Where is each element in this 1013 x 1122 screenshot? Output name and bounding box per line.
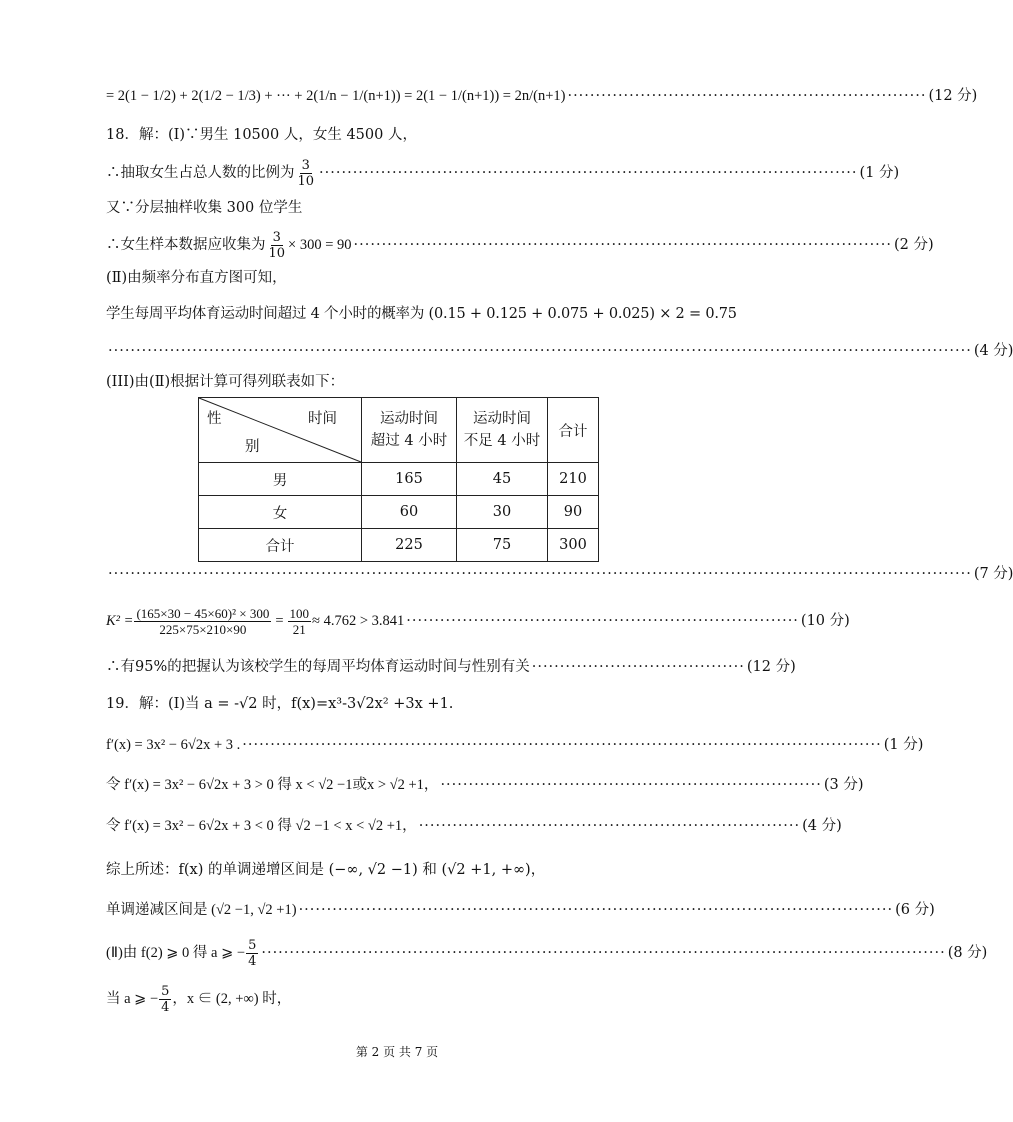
q18-part3-line: (III)由(Ⅱ)根据计算可得列联表如下：	[106, 374, 345, 390]
score-mark: (12 分)	[928, 88, 978, 104]
fraction-denominator: 10	[268, 245, 286, 261]
sum-formula-line	[106, 86, 978, 106]
table-row	[199, 463, 599, 496]
score-mark: (12 分)	[746, 659, 796, 675]
conclusion-text: ∴有95%的把握认为该校学生的每周平均体育运动时间与性别有关	[106, 659, 530, 675]
diag-sex-label: 性	[207, 411, 222, 427]
fraction-denominator: 4	[248, 953, 257, 969]
ratio-fraction	[296, 158, 317, 189]
table-row	[199, 496, 599, 529]
equals-sign: =	[275, 613, 284, 629]
header-line: 超过 4 小时	[370, 433, 448, 449]
leader-dots: ··················································································································	[242, 737, 882, 753]
k2-lhs: K² =	[106, 613, 134, 629]
last-line	[106, 983, 700, 1015]
cell-value: 30	[457, 496, 548, 529]
last-text: 当 a ⩾ −	[106, 991, 159, 1007]
score-mark: (2 分)	[894, 237, 934, 253]
header-total: 合计	[548, 398, 599, 463]
header-line: 不足 4 小时	[463, 433, 541, 449]
leader-dots: ································································································	[353, 237, 893, 253]
leader-dots: ······································	[531, 659, 745, 675]
fraction-numerator: 5	[161, 983, 170, 999]
score-mark: (4 分)	[802, 818, 842, 834]
q18-female-line	[106, 229, 934, 261]
part2-line	[106, 937, 988, 969]
last-tail: ，x ∈ (2, +∞) 时，	[172, 991, 292, 1007]
summary-line: 综上所述：f(x) 的单调递增区间是 (−∞, √2 −1) 和 (√2 +1, +∞)，	[106, 862, 546, 878]
fraction-denominator: 4	[161, 999, 170, 1015]
row-label: 女	[199, 496, 362, 529]
leader-dots: ····································································	[418, 818, 801, 834]
table-score-line	[106, 564, 1013, 584]
score-mark: (8 分)	[947, 945, 988, 961]
cell-value: 225	[362, 529, 457, 562]
leader-dots: ··························································································································	[261, 945, 946, 961]
decreasing-line	[106, 816, 842, 836]
q18-ratio-text: ∴抽取女生占总人数的比例为	[106, 165, 295, 181]
diagonal-header-cell	[199, 398, 362, 463]
fraction-numerator: 3	[301, 157, 310, 173]
cell-value: 75	[457, 529, 548, 562]
leader-dots: ··························································································································································	[108, 566, 972, 582]
increasing-condition: 令 f′(x) = 3x² − 6√2x + 3 > 0 得 x < √2 −1或x > √2 +1，	[106, 777, 439, 793]
k2-fraction	[134, 606, 271, 637]
score-mark: (1 分)	[883, 737, 924, 753]
q19-heading: 19．解：(Ⅰ)当 a = -√2 时，f(x)=x³-3√2x² +3x +1.	[106, 696, 454, 712]
fraction-denominator: 21	[292, 621, 306, 637]
cell-value: 300	[548, 529, 599, 562]
q18-female-text: ∴女生样本数据应收集为	[106, 237, 266, 253]
cell-value: 165	[362, 463, 457, 496]
fraction-numerator: 3	[272, 229, 281, 245]
header-under4	[457, 398, 548, 463]
female-fraction	[267, 230, 288, 261]
header-line: 运动时间	[380, 411, 438, 427]
fraction-numerator: 5	[248, 937, 257, 953]
q18-prob-line: 学生每周平均体育运动时间超过 4 个小时的概率为 (0.15 + 0.125 + 0.075 + 0.025) × 2 = 0.75	[106, 306, 737, 322]
leader-dots: ··········································································································	[298, 902, 894, 918]
leader-dots: ································································	[567, 88, 927, 104]
cell-value: 60	[362, 496, 457, 529]
diag-bie-label: 别	[245, 439, 260, 455]
k2-line	[106, 604, 850, 638]
diag-time-label: 时间	[308, 411, 337, 427]
conclusion-line	[106, 657, 796, 677]
row-label: 合计	[199, 529, 362, 562]
female-result: × 300 = 90	[288, 237, 352, 253]
q18-ratio-line	[106, 157, 900, 189]
k2-result: ≈ 4.762 > 3.841	[312, 613, 405, 629]
score-mark: (6 分)	[895, 902, 935, 918]
page-footer: 第 2 页 共 7 页	[355, 1045, 439, 1059]
deriv-line	[106, 735, 924, 755]
score-mark: (10 分)	[800, 613, 850, 629]
header-line: 运动时间	[473, 411, 531, 427]
deriv-formula: f′(x) = 3x² − 6√2x + 3 .	[106, 737, 241, 753]
table-row	[199, 529, 599, 562]
score-mark: (4 分)	[973, 343, 1013, 359]
dec-interval-line	[106, 900, 935, 920]
fraction-denominator: 10	[297, 173, 315, 189]
cell-value: 210	[548, 463, 599, 496]
score-mark: (7 分)	[973, 566, 1013, 582]
fraction-numerator: (165×30 − 45×60)² × 300	[136, 605, 270, 621]
contingency-table	[198, 397, 599, 562]
leader-dots: ··························································································································································	[108, 343, 972, 359]
fraction-numerator: 100	[289, 605, 310, 621]
leader-dots: ······································································	[406, 613, 799, 629]
increasing-line	[106, 775, 864, 795]
fraction-denominator: 225×75×210×90	[159, 621, 247, 637]
q18-prob-score-line	[106, 341, 1013, 361]
q18-part2-line: (Ⅱ)由频率分布直方图可知，	[106, 270, 287, 286]
leader-dots: ································································································	[319, 165, 858, 181]
part2-fraction	[246, 938, 258, 969]
cell-value: 45	[457, 463, 548, 496]
score-mark: (1 分)	[859, 165, 900, 181]
header-over4	[362, 398, 457, 463]
last-fraction	[159, 984, 171, 1015]
decreasing-condition: 令 f′(x) = 3x² − 6√2x + 3 < 0 得 √2 −1 < x < √2 +1，	[106, 818, 417, 834]
q18-sample-line: 又∵分层抽样收集 300 位学生	[106, 200, 303, 216]
row-label: 男	[199, 463, 362, 496]
cell-value: 90	[548, 496, 599, 529]
q18-heading: 18．解：(Ⅰ)∵男生 10500 人，女生 4500 人，	[106, 127, 417, 143]
sum-formula: = 2(1 − 1/2) + 2(1/2 − 1/3) + ··· + 2(1/n − 1/(n+1)) = 2(1 − 1/(n+1)) = 2n/(n+1)	[106, 88, 566, 104]
score-mark: (3 分)	[823, 777, 864, 793]
k2-fraction-simplified	[288, 606, 312, 637]
dec-interval-text: 单调递减区间是 (√2 −1, √2 +1)	[106, 902, 297, 918]
leader-dots: ····································································	[440, 777, 822, 793]
part2-text: (Ⅱ)由 f(2) ⩾ 0 得 a ⩾ −	[106, 945, 246, 961]
